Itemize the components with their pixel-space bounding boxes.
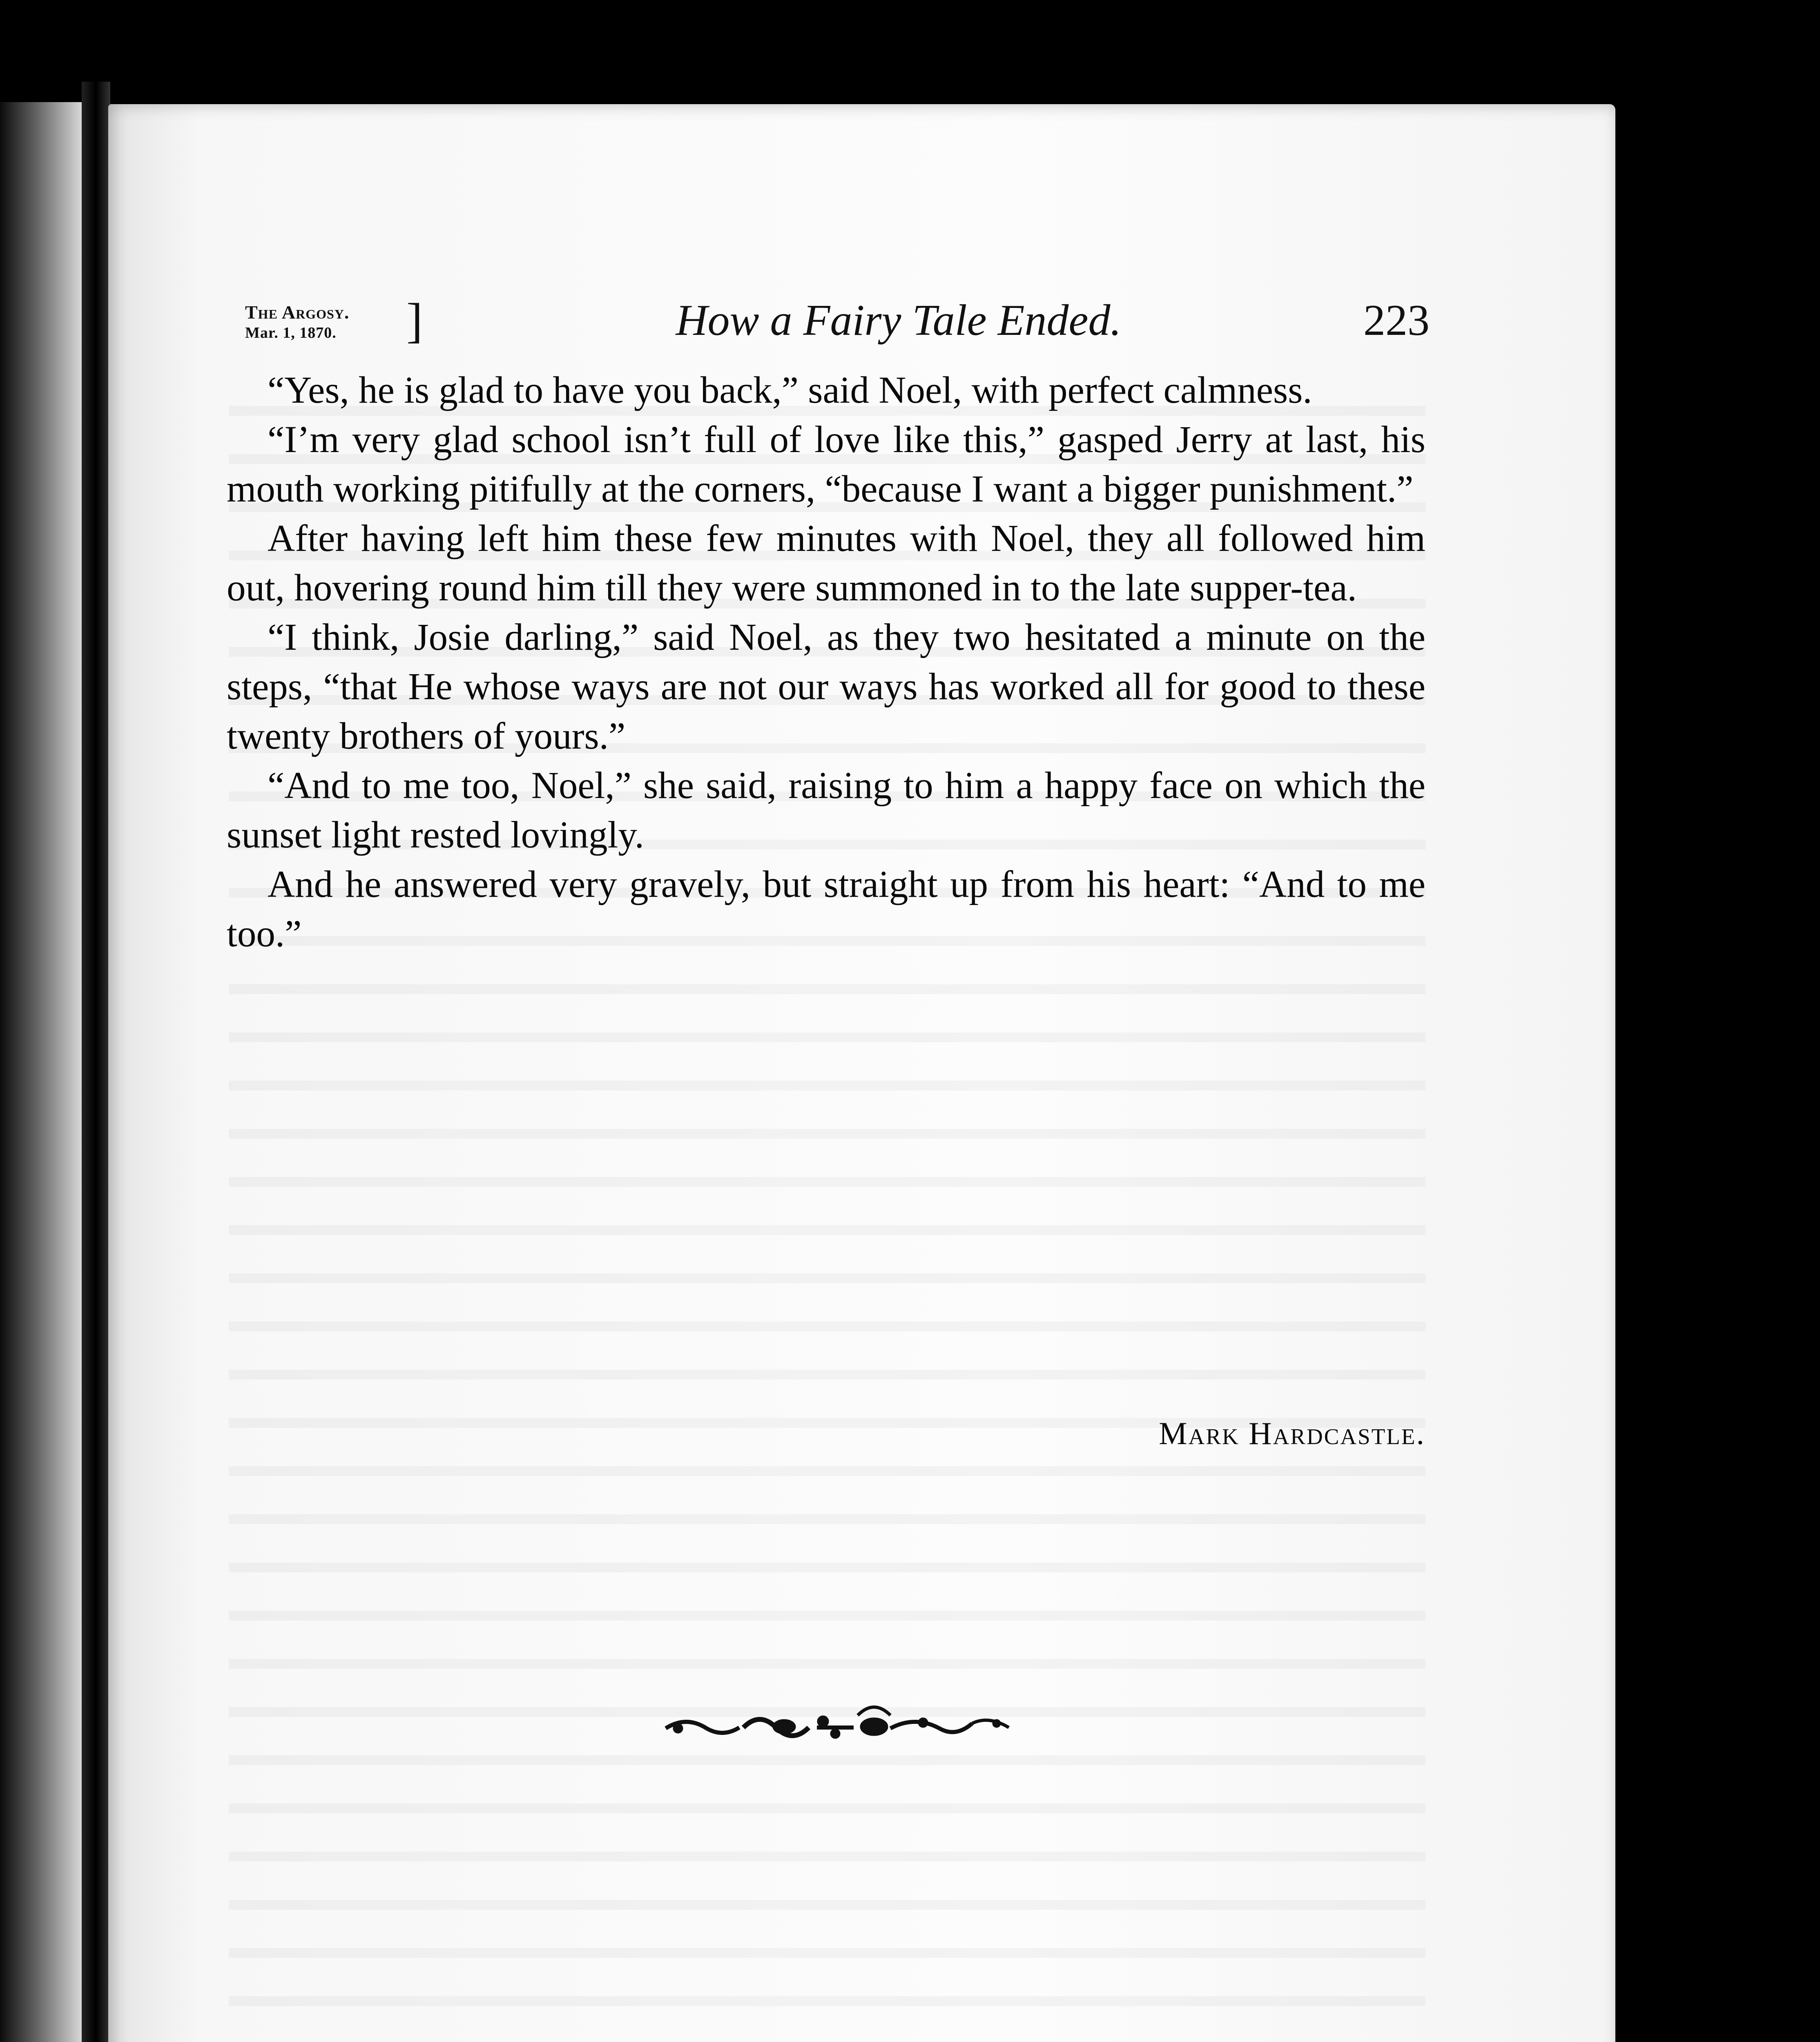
left-page-edge — [0, 102, 82, 2042]
page-number: 223 — [1363, 296, 1430, 345]
journal-name: The Argosy. — [245, 302, 350, 323]
paragraph: “I’m very glad school isn’t full of love like this,” gasped Jerry at last, his mouth working pitifully at the corners, “because I want a bigger punishment.” — [227, 419, 1425, 510]
book-gutter — [82, 82, 110, 2042]
paragraph: And he answered very gravely, but straight up from his heart: “And to me too.” — [227, 863, 1425, 955]
journal-info — [245, 302, 417, 343]
paragraph: “Yes, he is glad to have you back,” said Noel, with perfect calmness. — [268, 369, 1312, 411]
paragraph: After having left him these few minutes with Noel, they all followed him out, hovering round him till they were summoned in to the late supper-tea. — [227, 517, 1425, 609]
journal-bracket: ] — [406, 293, 423, 348]
decorative-ornament-icon — [662, 1699, 1013, 1756]
page-right-shadow — [1615, 82, 1820, 2042]
body-text — [227, 366, 1425, 1451]
running-header — [245, 294, 1430, 368]
paragraph: “And to me too, Noel,” she said, raising to him a happy face on which the sunset light rested lovingly. — [227, 765, 1425, 856]
author-signature: Mark Hardcastle. — [1159, 1416, 1425, 1451]
journal-date: Mar. 1, 1870. — [245, 324, 337, 341]
running-title: How a Fairy Tale Ended. — [676, 296, 1122, 345]
paragraph: “I think, Josie darling,” said Noel, as they two hesitated a minute on the steps, “that He whose ways are not our ways has worked all for good to these twenty brothers of yours.” — [227, 616, 1425, 757]
